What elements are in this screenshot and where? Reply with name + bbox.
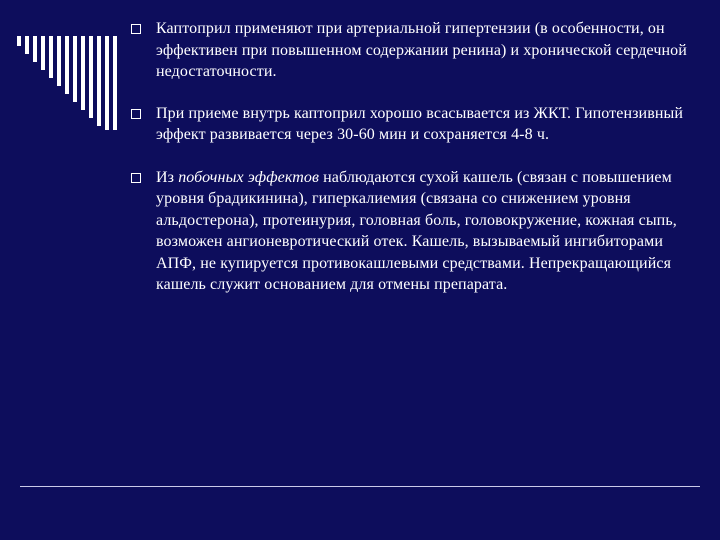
bullet-text: При приеме внутрь каптоприл хорошо всасывается из ЖКТ. Гипотензивный эффект развивается через 30-60 мин и сохраняется 4-8 ч.: [156, 104, 684, 143]
bullet-text-prefix: Из: [156, 168, 179, 186]
decor-bar: [105, 36, 109, 130]
bullet-text: наблюдаются сухой кашель (связан с повышением уровня брадикинина), гиперкалиемия (связана со снижением уровня альдостерона), протеинурия, головная боль, головокружение, кожная сыпь, возможен ангионевротический отек. Кашель, вызываемый ингибиторами АПФ, не купируется противокашлевыми средствами. Непрекращающийся кашель служит основанием для отмены препарата.: [156, 168, 677, 293]
bullet-square-icon: [131, 24, 141, 34]
decor-bar: [89, 36, 93, 118]
decor-bar: [97, 36, 101, 126]
bullet-list: [130, 18, 695, 316]
bullet-square-icon: [131, 109, 141, 119]
bullet-text-emphasis: побочных эффектов: [178, 168, 320, 186]
bullet-item-indications: [130, 18, 695, 83]
decor-bar: [81, 36, 85, 110]
decor-bar: [25, 36, 29, 54]
decor-bar: [33, 36, 37, 62]
decor-bar: [17, 36, 21, 46]
decor-bar: [57, 36, 61, 86]
decor-bar: [49, 36, 53, 78]
bullet-item-absorption: [130, 103, 695, 146]
footer-divider: [20, 486, 700, 487]
decor-bar: [113, 36, 117, 130]
bullet-item-side-effects: [130, 167, 695, 296]
bullet-square-icon: [131, 173, 141, 183]
decorative-bars: [0, 0, 140, 130]
decor-bar: [41, 36, 45, 70]
decor-bar: [73, 36, 77, 102]
decor-bar: [65, 36, 69, 94]
bullet-text: Каптоприл применяют при артериальной гипертензии (в особенности, он эффективен при повышенном содержании ренина) и хронической сердечной недостаточности.: [156, 20, 687, 80]
